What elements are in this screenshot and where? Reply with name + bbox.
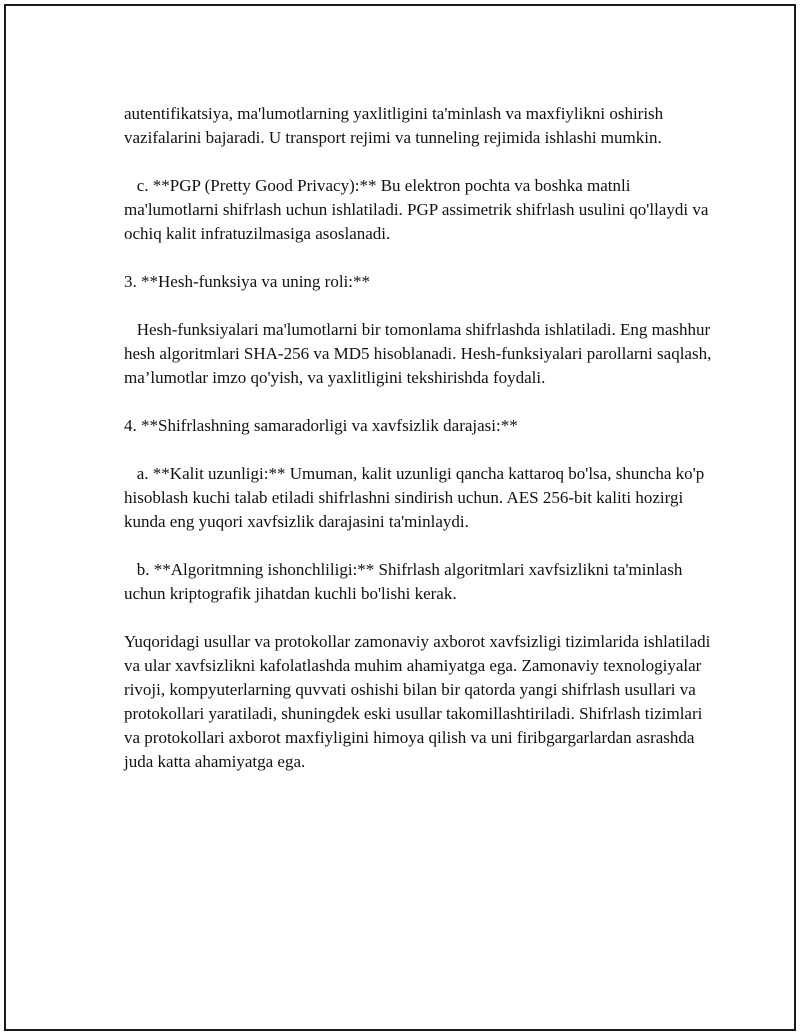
paragraph-ipsec-continuation: autentifikatsiya, ma'lumotlarning yaxlitligini ta'minlash va maxfiylikni oshirish vazifalarini bajaradi. U transport rejimi va tunneling rejimida ishlashi mumkin. [124,104,668,147]
paragraph-hash-function: Hesh-funksiyalari ma'lumotlarni bir tomonlama shifrlashda ishlatiladi. Eng mashhur hesh algoritmlari SHA-256 va MD5 hisoblanadi. Hesh-funksiyalari parollarni saqlash, ma’lumotlar imzo qo'yish, va yaxlitligini tekshirishda foydali. [124,320,716,387]
paragraph-pgp: c. **PGP (Pretty Good Privacy):** Bu elektron pochta va boshka matnli ma'lumotlarni shifrlash uchun ishlatiladi. PGP assimetrik shifrlash usulini qo'llaydi va ochiq kalit infratuzilmasiga asoslanadi. [124,176,713,243]
document-body [124,102,714,774]
paragraph-conclusion: Yuqoridagi usullar va protokollar zamonaviy axborot xavfsizligi tizimlarida ishlatiladi va ular xavfsizlikni kafolatlashda muhim ahamiyatga ega. Zamonaviy texnologiyalar rivoji, kompyuterlarning quvvati oshishi bilan bir qatorda yangi shifrlash usullari va protokollari yaratiladi, shuningdek eski usullar takomillashtiriladi. Shifrlash tizimlari va protokollari axborot maxfiyligini himoya qilish va uni firibgargarlardan asrashda juda katta ahamiyatga ega. [124,632,715,771]
section-heading-encryption-efficiency: 4. **Shifrlashning samaradorligi va xavfsizlik darajasi:** [124,416,518,435]
paragraph-algorithm-reliability: b. **Algoritmning ishonchliligi:** Shifrlash algoritmlari xavfsizlikni ta'minlash uchun kriptografik jihatdan kuchli bo'lishi kerak. [124,560,687,603]
paragraph-key-length: a. **Kalit uzunligi:** Umuman, kalit uzunligi qancha kattaroq bo'lsa, shuncha ko'p hisoblash kuchi talab etiladi shifrlashni sindirish uchun. AES 256-bit kaliti hozirgi kunda eng yuqori xavfsizlik darajasini ta'minlaydi. [124,464,709,531]
section-heading-hash-function: 3. **Hesh-funksiya va uning roli:** [124,272,370,291]
page-frame [4,4,796,1031]
